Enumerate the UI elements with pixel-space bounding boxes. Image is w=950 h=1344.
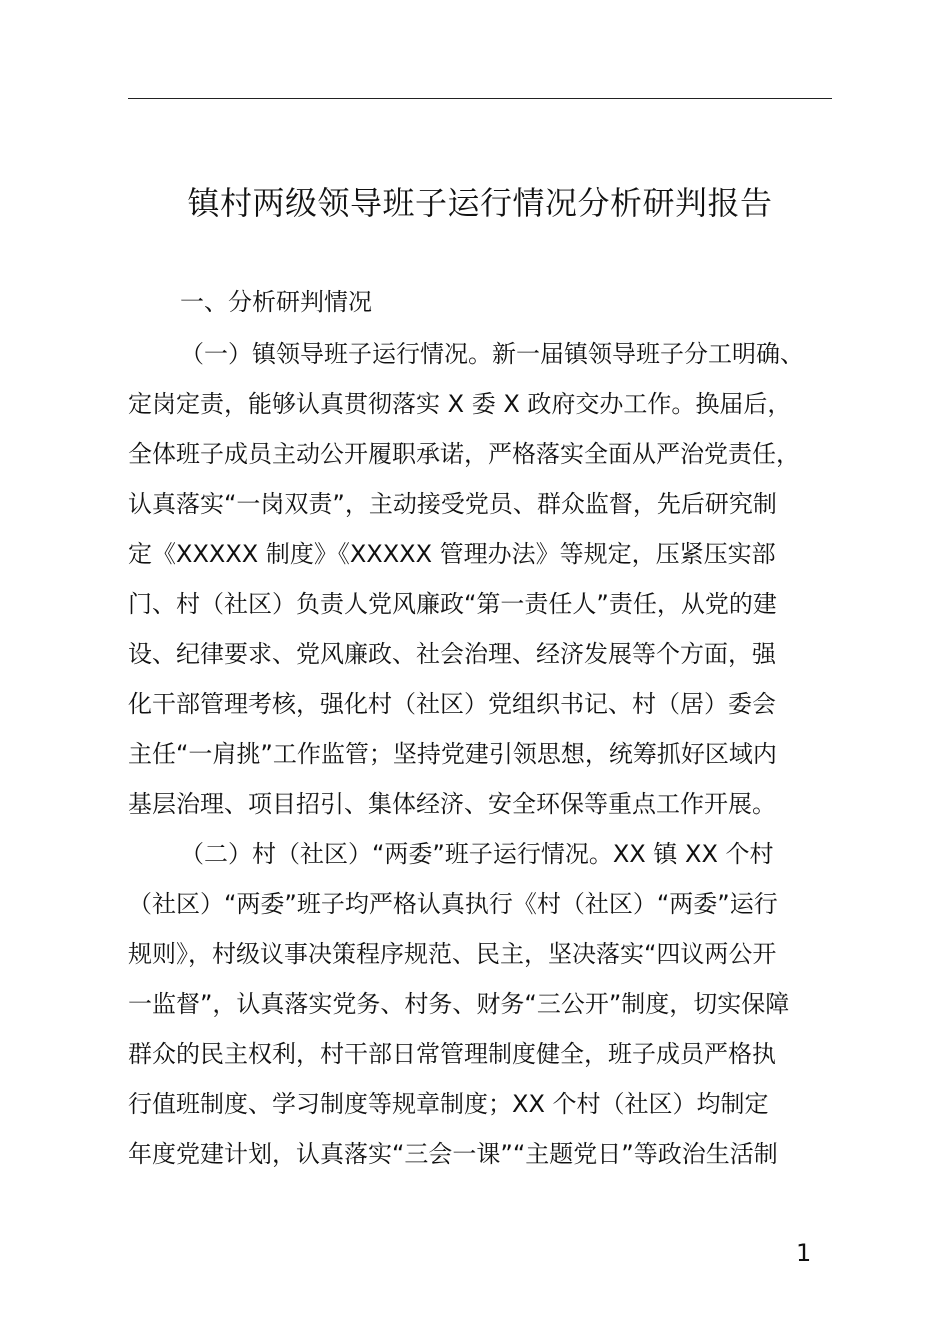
header-rule	[128, 98, 832, 99]
paragraph-line: 群众的民主权利，村干部日常管理制度健全，班子成员严格执	[128, 1040, 776, 1068]
paragraph-line: 基层治理、项目招引、集体经济、安全环保等重点工作开展。	[128, 790, 776, 818]
paragraph-line: 定岗定责，能够认真贯彻落实 X 委 X 政府交办工作。换届后，	[128, 390, 792, 418]
paragraph-line: 行值班制度、学习制度等规章制度；XX 个村（社区）均制定	[128, 1090, 769, 1118]
section-heading: 一、分析研判情况	[180, 288, 372, 316]
page-number: 1	[796, 1239, 812, 1267]
paragraph-line: 一监督”，认真落实党务、村务、财务“三公开”制度，切实保障	[128, 990, 790, 1018]
document-title: 镇村两级领导班子运行情况分析研判报告	[187, 184, 773, 222]
paragraph-line: 门、村（社区）负责人党风廉政“第一责任人”责任，从党的建	[128, 590, 777, 618]
paragraph-line: 设、纪律要求、党风廉政、社会治理、经济发展等个方面，强	[128, 640, 776, 668]
paragraph-line: 全体班子成员主动公开履职承诺，严格落实全面从严治党责任，	[128, 440, 800, 468]
paragraph-line: （二）村（社区）“两委”班子运行情况。XX 镇 XX 个村	[180, 840, 774, 868]
paragraph-line: 规则》，村级议事决策程序规范、民主，坚决落实“四议两公开	[128, 940, 777, 968]
paragraph-line: 主任“一肩挑”工作监管；坚持党建引领思想，统筹抓好区域内	[128, 740, 777, 768]
paragraph-line: 定《XXXXX 制度》《XXXXX 管理办法》等规定，压紧压实部	[128, 540, 776, 568]
paragraph-line: 化干部管理考核，强化村（社区）党组织书记、村（居）委会	[128, 690, 776, 718]
paragraph-line: 年度党建计划，认真落实“三会一课”“主题党日”等政治生活制	[128, 1140, 778, 1168]
paragraph-line: （一）镇领导班子运行情况。新一届镇领导班子分工明确、	[180, 340, 804, 368]
paragraph-line: （社区）“两委”班子均严格认真执行《村（社区）“两委”运行	[128, 890, 778, 918]
paragraph-line: 认真落实“一岗双责”，主动接受党员、群众监督，先后研究制	[128, 490, 777, 518]
